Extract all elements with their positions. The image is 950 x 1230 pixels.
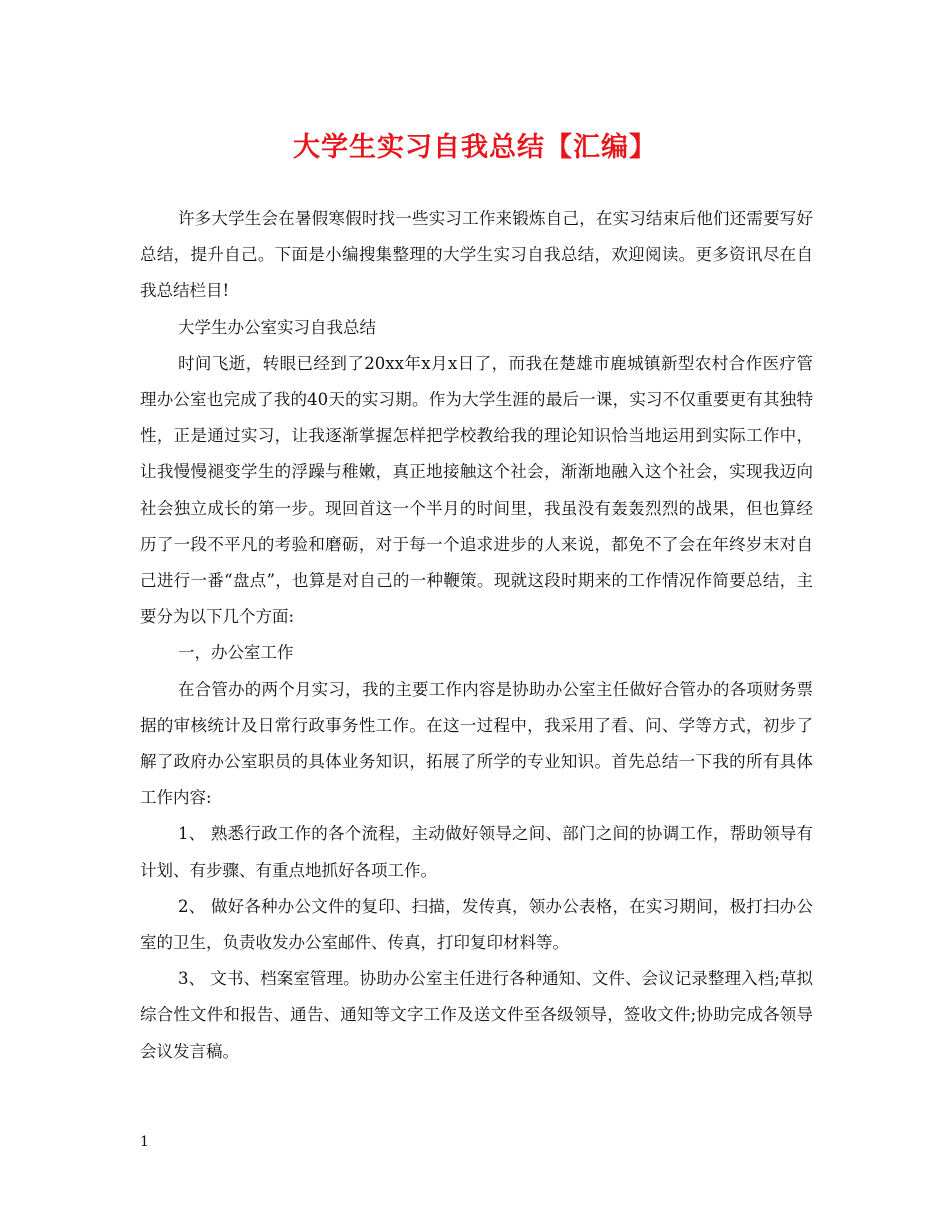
body-paragraph: 在合管办的两个月实习，我的主要工作内容是协助办公室主任做好合管办的各项财务票据的审核统计及日常行政事务性工作。在这一过程中，我采用了看、问、学等方式，初步了解了政府办公室职员的具体业务知识，拓展了所学的专业知识。首先总结一下我的所有具体工作内容: bbox=[140, 679, 813, 808]
section-heading: 大学生办公室实习自我总结 bbox=[177, 317, 376, 337]
list-item: 1、 熟悉行政工作的各个流程，主动做好领导之间、部门之间的协调工作，帮助领导有计划、有步骤、有重点地抓好各项工作。 bbox=[140, 824, 813, 880]
page-number: 1 bbox=[140, 1134, 149, 1150]
list-item: 2、 做好各种办公文件的复印、扫描，发传真，领办公表格，在实习期间，极打扫办公室的卫生，负责收发办公室邮件、传真，打印复印材料等。 bbox=[140, 896, 813, 953]
document-body bbox=[140, 201, 813, 1070]
document-title: 大学生实习自我总结【汇编】 bbox=[293, 132, 657, 163]
body-paragraph: 时间飞逝，转眼已经到了20xx年x月x日了，而我在楚雄市鹿城镇新型农村合作医疗管理办公室也完成了我的40天的实习期。作为大学生涯的最后一课，实习不仅重要更有其独特性，正是通过实习，让我逐渐掌握怎样把学校教给我的理论知识恰当地运用到实际工作中，让我慢慢褪变学生的浮躁与稚嫩，真正地接触这个社会，渐渐地融入这个社会，实现我迈向社会独立成长的第一步。现回首这一个半月的时间里，我虽没有轰轰烈烈的战果，但也算经历了一段不平凡的考验和磨砺，对于每一个追求进步的人来说，都免不了会在年终岁末对自己进行一番“盘点”，也算是对自己的一种鞭策。现就这段时期来的工作情况作简要总结，主要分为以下几个方面: bbox=[140, 353, 813, 627]
list-item: 3、 文书、档案室管理。协助办公室主任进行各种通知、文件、会议记录整理入档;草拟综合性文件和报告、通告、通知等文字工作及送文件至各级领导，签收文件;协助完成各领导会议发言稿。 bbox=[140, 969, 813, 1061]
intro-paragraph: 许多大学生会在暑假寒假时找一些实习工作来锻炼自己，在实习结束后他们还需要写好总结，提升自己。下面是小编搜集整理的大学生实习自我总结，欢迎阅读。更多资讯尽在自我总结栏目! bbox=[140, 209, 813, 301]
subsection-heading: 一，办公室工作 bbox=[177, 643, 294, 663]
